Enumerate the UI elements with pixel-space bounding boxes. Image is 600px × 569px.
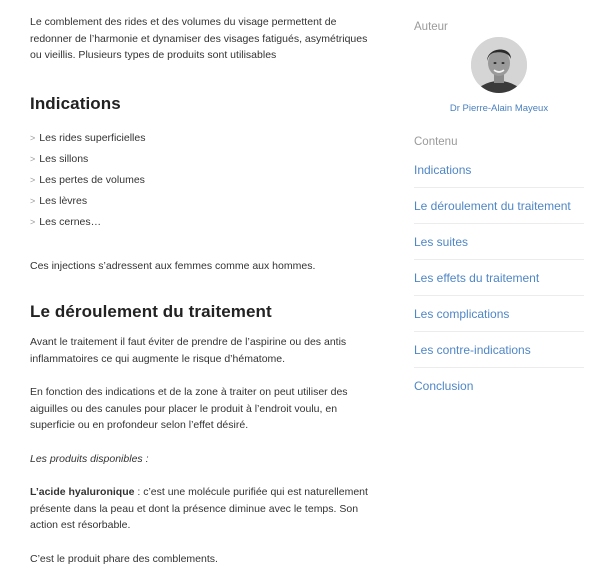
author-label: Auteur: [414, 21, 448, 33]
products-label: Les produits disponibles :: [30, 453, 149, 465]
hyaluronic-text: : c’est une molécule purifiée qui est naturellement présente dans la peau et dont la présence diminue avec le temps. Son action est résorbable.: [30, 486, 368, 531]
avatar: [471, 37, 527, 93]
toc-item-deroulement: [414, 188, 584, 224]
toc-link-indications[interactable]: Indications: [414, 162, 472, 177]
chevron-right-icon: >: [30, 196, 36, 206]
author-photo: [471, 37, 527, 93]
toc-link-suites[interactable]: Les suites: [414, 234, 469, 249]
toc-link-deroulement[interactable]: Le déroulement du traitement: [414, 198, 571, 213]
hyaluronic-paragraph: [30, 484, 375, 534]
list-item: > Les pertes de volumes: [30, 174, 145, 186]
toc-item-contre-indications: [414, 332, 584, 368]
author-name-link[interactable]: Dr Pierre-Alain Mayeux: [449, 103, 549, 114]
hyaluronic-term: L’acide hyaluronique: [30, 486, 135, 498]
chevron-right-icon: >: [30, 217, 36, 227]
indications-list: [30, 130, 145, 235]
deroulement-heading: Le déroulement du traitement: [30, 302, 272, 321]
toc-link-complications[interactable]: Les complications: [414, 306, 510, 321]
list-item: > Les sillons: [30, 153, 89, 165]
toc-item-indications: [414, 152, 584, 188]
list-item: > Les lèvres: [30, 195, 88, 207]
chevron-right-icon: >: [30, 154, 36, 164]
both-sexes-paragraph: Ces injections s’adressent aux femmes comme aux hommes.: [30, 260, 316, 272]
toc-link-contre-indications[interactable]: Les contre-indications: [414, 342, 531, 357]
list-item: > Les rides superficielles: [30, 132, 146, 144]
indications-heading: Indications: [30, 94, 121, 113]
technique-paragraph: En fonction des indications et de la zone à traiter on peut utiliser des aiguilles ou des canules pour placer le produit à l’endroit voulu, en superficie ou en profondeur selon l’effet désiré.: [30, 386, 348, 431]
toc-item-suites: [414, 224, 584, 260]
preparation-paragraph: Avant le traitement il faut éviter de prendre de l’aspirine ou des antis inflammatoires ce qui augmente le risque d’hématome.: [30, 336, 347, 365]
toc-item-effets: [414, 260, 584, 296]
chevron-right-icon: >: [30, 133, 36, 143]
list-item: > Les cernes…: [30, 216, 102, 228]
contents-label: Contenu: [414, 136, 458, 148]
flagship-paragraph: C’est le produit phare des comblements.: [30, 553, 218, 565]
table-of-contents: [414, 152, 584, 404]
intro-paragraph: Le comblement des rides et des volumes du visage permettent de redonner de l’harmonie et dynamiser des visages fatigués, asymétriques ou vieillis. Plusieurs types de produits sont utilisables: [30, 16, 368, 61]
toc-item-complications: [414, 296, 584, 332]
article-content: [30, 14, 375, 565]
toc-link-conclusion[interactable]: Conclusion: [414, 379, 474, 393]
toc-link-effets[interactable]: Les effets du traitement: [414, 270, 540, 285]
chevron-right-icon: >: [30, 175, 36, 185]
toc-item-conclusion: [414, 368, 584, 404]
